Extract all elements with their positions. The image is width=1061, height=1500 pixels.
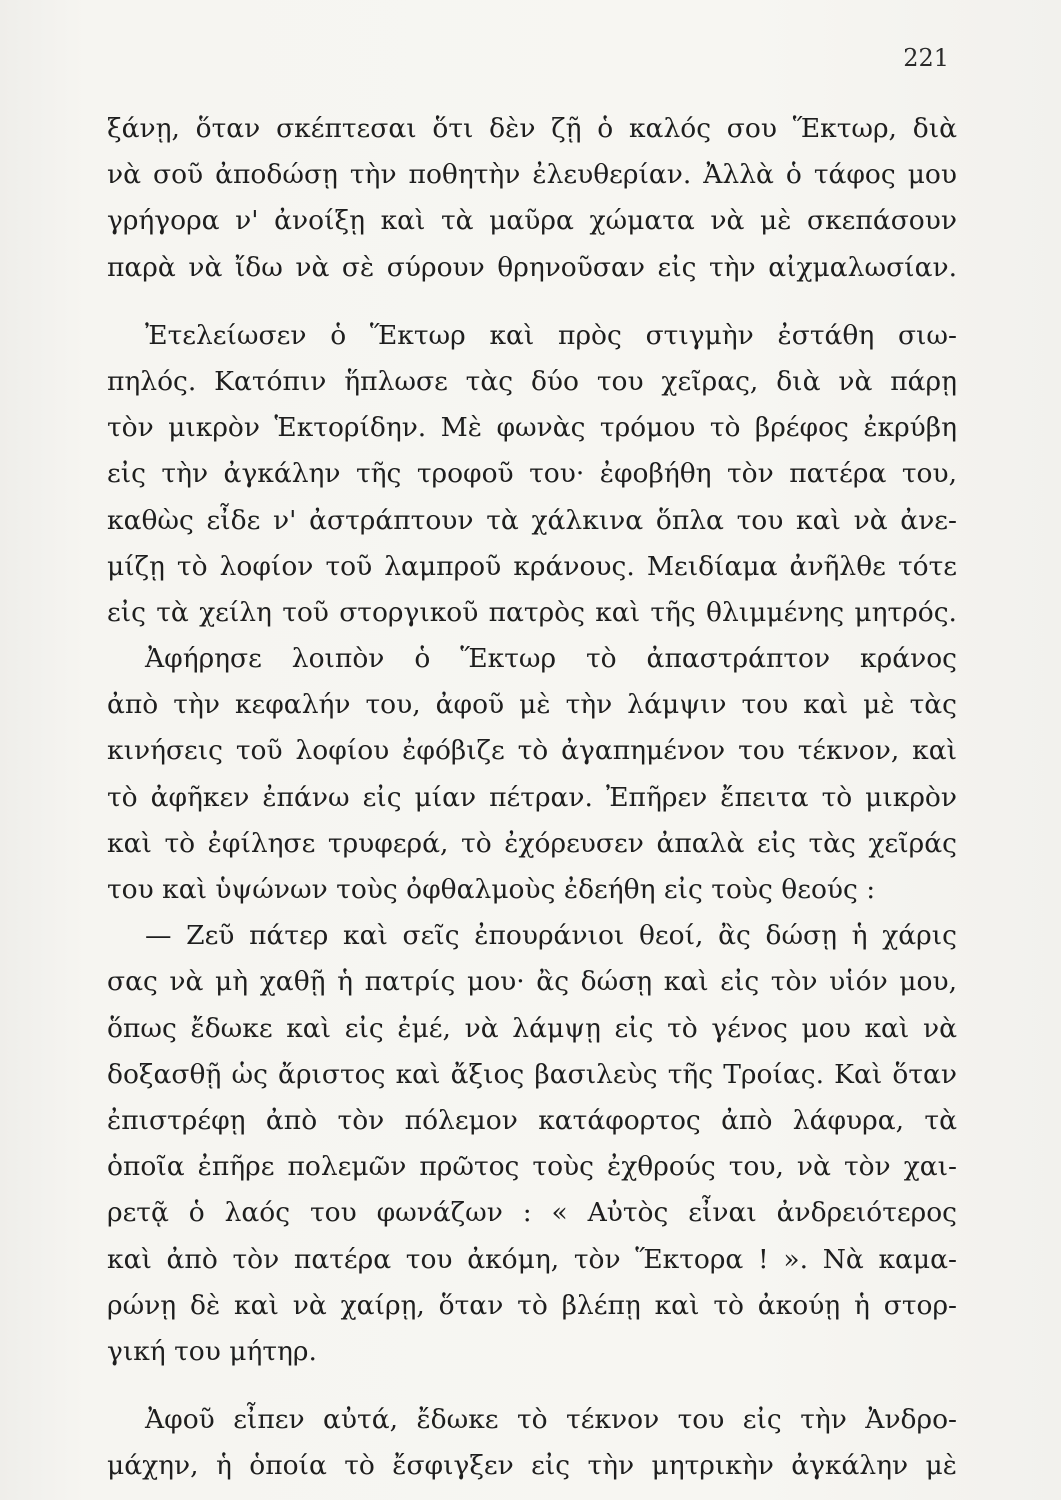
text-line: ξάνῃ, ὅταν σκέπτεσαι ὅτι δὲν ζῇ ὁ καλός σου Ἕκτωρ, διὰ [107,113,957,144]
text-line: ρώνῃ δὲ καὶ νὰ χαίρῃ, ὅταν τὸ βλέπῃ καὶ τὸ ἀκούῃ ἡ στορ- [107,1289,957,1321]
page-number: 221 [903,44,949,72]
text-line: καὶ ἀπὸ τὸν πατέρα του ἀκόμη, τὸν Ἕκτορα ! ». Νὰ καμα- [107,1243,957,1275]
text-line: τὸν μικρὸν Ἑκτορίδην. Μὲ φωνὰς τρόμου τὸ βρέφος ἐκρύβη [107,412,957,444]
text-line: εἰς τὴν ἀγκάλην τῆς τροφοῦ του· ἐφοβήθη τὸν πατέρα του, [107,458,957,490]
text-line: νὰ σοῦ ἀποδώσῃ τὴν ποθητὴν ἐλευθερίαν. Ἀλλὰ ὁ τάφος μου [107,159,957,191]
text-line: ἀπὸ τὴν κεφαλήν του, ἀφοῦ μὲ τὴν λάμψιν του καὶ μὲ τὰς [107,689,957,721]
text-line: τὸ ἀφῆκεν ἐπάνω εἰς μίαν πέτραν. Ἐπῆρεν ἔπειτα τὸ μικρὸν [107,781,957,813]
text-line: γική του μήτηρ. [107,1335,317,1367]
text-line: δοξασθῇ ὡς ἄριστος καὶ ἄξιος βασιλεὺς τῆς Τροίας. Καὶ ὅταν [107,1058,957,1090]
text-line: καὶ τὸ ἐφίλησε τρυφερά, τὸ ἐχόρευσεν ἀπαλὰ εἰς τὰς χεῖράς [107,827,957,859]
paragraph-3 [107,1397,957,1489]
text-line: μίζῃ τὸ λοφίον τοῦ λαμπροῦ κράνους. Μειδίαμα ἀνῆλθε τότε [107,550,957,582]
text-line: παρὰ νὰ ἴδω νὰ σὲ σύρουν θρηνοῦσαν εἰς τὴν αἰχμαλωσίαν. [107,251,957,283]
text-line: σας νὰ μὴ χαθῇ ἡ πατρίς μου· ἂς δώσῃ καὶ εἰς τὸν υἱόν μου, [107,966,957,998]
text-line: κινήσεις τοῦ λοφίου ἐφόβιζε τὸ ἀγαπημένον του τέκνον, καὶ [107,735,957,767]
paragraph-2 [107,313,957,1375]
text-line: — Ζεῦ πάτερ καὶ σεῖς ἐπουράνιοι θεοί, ἂς δώσῃ ἡ χάρις [145,920,957,952]
paragraph-1 [107,106,957,291]
text-line: μάχην, ἡ ὁποία τὸ ἔσφιγξεν εἰς τὴν μητρικὴν ἀγκάλην μὲ [107,1450,957,1482]
text-line: ὁποῖα ἐπῆρε πολεμῶν πρῶτος τοὺς ἐχθρούς του, νὰ τὸν χαι- [107,1151,957,1183]
text-line: Ἀφοῦ εἶπεν αὐτά, ἔδωκε τὸ τέκνον του εἰς τὴν Ἀνδρο- [145,1404,957,1436]
text-line: του καὶ ὑψώνων τοὺς ὀφθαλμοὺς ἐδεήθη εἰς τοὺς θεούς : [107,874,876,905]
text-line: ρετᾷ ὁ λαός του φωνάζων : « Αὐτὸς εἶναι ἀνδρειότερος [107,1197,957,1229]
text-line: Ἀφήρησε λοιπὸν ὁ Ἕκτωρ τὸ ἀπαστράπτον κράνος [145,643,957,675]
text-line: καθὼς εἶδε ν' ἀστράπτουν τὰ χάλκινα ὅπλα του καὶ νὰ ἀνε- [107,504,957,536]
text-line: ὅπως ἔδωκε καὶ εἰς ἐμέ, νὰ λάμψῃ εἰς τὸ γένος μου καὶ νὰ [107,1012,957,1044]
text-line: εἰς τὰ χείλη τοῦ στοργικοῦ πατρὸς καὶ τῆς θλιμμένης μητρός. [107,596,957,628]
text-line: Ἐτελείωσεν ὁ Ἕκτωρ καὶ πρὸς στιγμὴν ἐστάθη σιω- [145,319,957,351]
text-line: ἐπιστρέφῃ ἀπὸ τὸν πόλεμον κατάφορτος ἀπὸ λάφυρα, τὰ [107,1104,957,1136]
text-line: γρήγορα ν' ἀνοίξῃ καὶ τὰ μαῦρα χώματα νὰ μὲ σκεπάσουν [107,205,957,237]
text-line: πηλός. Κατόπιν ἥπλωσε τὰς δύο του χεῖρας, διὰ νὰ πάρῃ [107,365,957,397]
body-text [107,106,957,1489]
